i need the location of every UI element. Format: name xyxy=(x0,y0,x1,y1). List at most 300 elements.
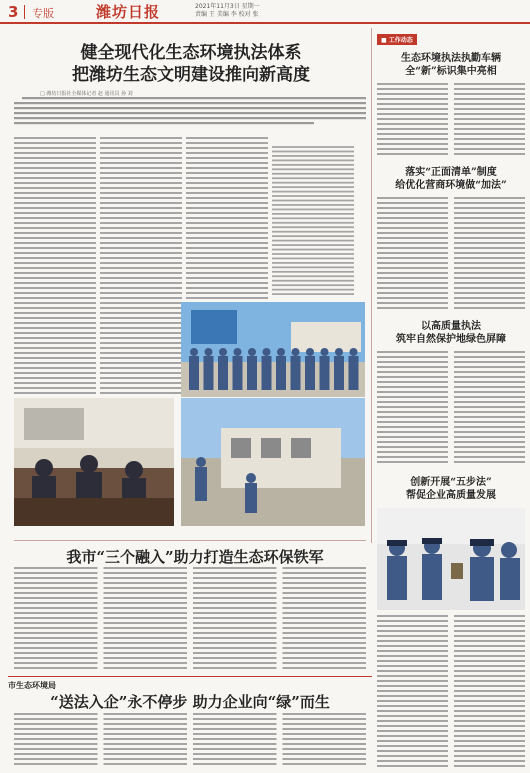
text-line xyxy=(14,372,96,374)
text-line xyxy=(14,632,98,634)
officer-body xyxy=(305,356,315,390)
text-line xyxy=(454,202,525,204)
text-line xyxy=(104,748,188,750)
text-line xyxy=(454,207,525,209)
text-line xyxy=(100,262,182,264)
officer-body xyxy=(247,356,257,390)
text-line xyxy=(454,93,525,95)
text-line xyxy=(186,182,268,184)
text-line xyxy=(283,632,367,634)
text-line xyxy=(193,597,277,599)
text-line xyxy=(100,187,182,189)
text-line xyxy=(14,753,98,755)
text-line xyxy=(283,713,367,715)
text-line xyxy=(283,602,367,604)
text-line xyxy=(454,361,525,363)
text-line xyxy=(14,277,96,279)
text-line xyxy=(283,728,367,730)
text-line xyxy=(454,745,525,747)
text-line xyxy=(14,347,96,349)
right-story-3-text xyxy=(377,350,525,466)
text-line xyxy=(14,652,98,654)
text-line xyxy=(100,137,182,139)
text-line xyxy=(454,615,525,617)
text-line xyxy=(454,118,525,120)
text-line xyxy=(100,232,182,234)
main-byline: □ 潍坊日报社全媒体记者 赵 通讯员 孙 刘 xyxy=(40,91,133,97)
text-line xyxy=(454,451,525,453)
text-line xyxy=(193,607,277,609)
text-line xyxy=(454,431,525,433)
text-line xyxy=(14,142,96,144)
text-line xyxy=(193,617,277,619)
text-line xyxy=(100,302,182,304)
text-line xyxy=(193,587,277,589)
text-line xyxy=(377,381,448,383)
bottom-rule xyxy=(8,676,372,677)
text-line xyxy=(272,266,354,268)
text-line xyxy=(377,441,448,443)
text-line xyxy=(454,645,525,647)
text-line xyxy=(283,567,367,569)
officer-head xyxy=(234,348,242,356)
text-line xyxy=(100,267,182,269)
right-headline-4 xyxy=(377,476,525,502)
text-line xyxy=(186,197,268,199)
text-line xyxy=(186,192,268,194)
text-line xyxy=(104,597,188,599)
text-line xyxy=(377,461,448,463)
text-line xyxy=(283,758,367,760)
text-line xyxy=(377,650,448,652)
text-column-3 xyxy=(186,136,268,306)
text-line xyxy=(100,292,182,294)
text-line xyxy=(14,567,98,569)
officer-body xyxy=(233,356,243,390)
text-line xyxy=(283,637,367,639)
text-line xyxy=(104,662,188,664)
text-line xyxy=(272,168,354,170)
text-line xyxy=(272,275,354,277)
text-line xyxy=(283,617,367,619)
text-line xyxy=(377,103,448,105)
text-line xyxy=(283,753,367,755)
text-line xyxy=(377,93,448,95)
text-line xyxy=(454,98,525,100)
text-line xyxy=(377,227,448,229)
text-line xyxy=(377,431,448,433)
text-line xyxy=(272,235,354,237)
text-line xyxy=(14,252,96,254)
text-line xyxy=(100,152,182,154)
text-line xyxy=(14,212,96,214)
text-line xyxy=(454,765,525,767)
text-line xyxy=(454,675,525,677)
officers-photo xyxy=(377,508,525,610)
text-line xyxy=(272,195,354,197)
text-line xyxy=(377,277,448,279)
text-line xyxy=(186,227,268,229)
officer-head xyxy=(263,348,271,356)
text-line xyxy=(377,436,448,438)
right-headline-3 xyxy=(377,320,525,346)
text-line xyxy=(14,322,96,324)
text-line xyxy=(454,108,525,110)
text-line xyxy=(272,182,354,184)
text-line xyxy=(100,277,182,279)
meeting-photo xyxy=(14,398,174,526)
text-line xyxy=(14,662,98,664)
text-line xyxy=(100,207,182,209)
bottom-kicker: 市生态环境局 xyxy=(8,681,56,690)
officer-body xyxy=(204,356,214,390)
text-line xyxy=(14,357,96,359)
text-line xyxy=(186,242,268,244)
text-line xyxy=(283,622,367,624)
text-line xyxy=(454,416,525,418)
right-headline-2 xyxy=(377,166,525,192)
text-line xyxy=(186,202,268,204)
text-line xyxy=(186,207,268,209)
text-line xyxy=(193,652,277,654)
text-line xyxy=(377,133,448,135)
page-number: 3 xyxy=(8,3,19,21)
text-line xyxy=(454,725,525,727)
text-line xyxy=(377,98,448,100)
text-line xyxy=(14,302,96,304)
text-line xyxy=(454,456,525,458)
text-line xyxy=(14,607,98,609)
text-line xyxy=(14,367,96,369)
text-line xyxy=(14,387,96,389)
text-line xyxy=(100,392,182,394)
right-headline-3-line1: 以高质量执法 xyxy=(421,321,481,332)
text-line xyxy=(283,597,367,599)
text-line xyxy=(377,456,448,458)
text-line xyxy=(454,262,525,264)
text-line xyxy=(104,763,188,765)
officer-head xyxy=(248,348,256,356)
text-line xyxy=(186,142,268,144)
column-divider xyxy=(371,28,372,543)
text-line xyxy=(100,197,182,199)
text-line xyxy=(100,147,182,149)
text-line xyxy=(104,622,188,624)
text-line xyxy=(377,118,448,120)
text-line xyxy=(272,173,354,175)
date-line: 2021年11月3日 星期一 xyxy=(195,3,260,10)
text-line xyxy=(100,192,182,194)
text-line xyxy=(272,226,354,228)
text-line xyxy=(104,652,188,654)
text-line xyxy=(193,622,277,624)
main-headline xyxy=(18,42,364,86)
text-line xyxy=(377,745,448,747)
text-line xyxy=(454,760,525,762)
text-line xyxy=(186,297,268,299)
text-line xyxy=(377,705,448,707)
text-line xyxy=(454,242,525,244)
text-line xyxy=(14,647,98,649)
text-line xyxy=(454,421,525,423)
text-line xyxy=(193,602,277,604)
text-line xyxy=(272,160,354,162)
text-line xyxy=(14,713,98,715)
text-line xyxy=(14,392,96,394)
text-line xyxy=(100,257,182,259)
text-line xyxy=(454,620,525,622)
officer-head xyxy=(306,348,314,356)
text-line xyxy=(377,635,448,637)
right-headline-4-line2: 帮促企业高质量发展 xyxy=(406,490,496,501)
text-line xyxy=(454,381,525,383)
text-line xyxy=(454,670,525,672)
text-line xyxy=(377,361,448,363)
text-line xyxy=(454,685,525,687)
text-line xyxy=(14,167,96,169)
text-line xyxy=(454,625,525,627)
text-line xyxy=(377,153,448,155)
text-line xyxy=(377,292,448,294)
text-line xyxy=(100,317,182,319)
text-line xyxy=(186,237,268,239)
text-line xyxy=(377,715,448,717)
text-line xyxy=(454,680,525,682)
text-line xyxy=(100,367,182,369)
text-line xyxy=(100,212,182,214)
text-line xyxy=(14,627,98,629)
text-line xyxy=(454,133,525,135)
text-line xyxy=(104,718,188,720)
text-line xyxy=(454,396,525,398)
text-line xyxy=(377,625,448,627)
text-line xyxy=(377,297,448,299)
text-line xyxy=(377,750,448,752)
text-line xyxy=(104,577,188,579)
text-line xyxy=(272,231,354,233)
text-line xyxy=(377,620,448,622)
text-line xyxy=(193,728,277,730)
text-line xyxy=(377,217,448,219)
lead-paragraph xyxy=(14,96,366,132)
text-line xyxy=(100,342,182,344)
text-line xyxy=(283,743,367,745)
text-line xyxy=(454,660,525,662)
text-line xyxy=(272,164,354,166)
text-line xyxy=(14,332,96,334)
text-column-4 xyxy=(272,136,354,306)
text-line xyxy=(454,143,525,145)
text-line xyxy=(377,252,448,254)
text-line xyxy=(14,377,96,379)
text-line xyxy=(454,446,525,448)
text-line xyxy=(104,657,188,659)
text-line xyxy=(377,351,448,353)
text-line xyxy=(377,123,448,125)
text-line xyxy=(193,632,277,634)
text-line xyxy=(14,337,96,339)
text-line xyxy=(14,362,96,364)
text-line xyxy=(454,103,525,105)
text-line xyxy=(377,386,448,388)
text-line xyxy=(104,753,188,755)
text-line xyxy=(454,436,525,438)
text-line xyxy=(454,113,525,115)
text-line xyxy=(454,88,525,90)
text-line xyxy=(14,577,98,579)
text-line xyxy=(454,356,525,358)
text-line xyxy=(104,632,188,634)
text-line xyxy=(377,660,448,662)
section-tag: ■ 工作动态 xyxy=(377,34,417,45)
text-line xyxy=(377,356,448,358)
text-line xyxy=(14,617,98,619)
text-line xyxy=(186,137,268,139)
text-line xyxy=(377,396,448,398)
text-line xyxy=(454,655,525,657)
text-line xyxy=(272,284,354,286)
text-line xyxy=(104,647,188,649)
text-line xyxy=(14,572,98,574)
right-headline-4-line1: 创新开展“五步法” xyxy=(410,477,492,488)
text-line xyxy=(377,680,448,682)
text-line xyxy=(272,155,354,157)
text-line xyxy=(454,710,525,712)
text-line xyxy=(14,602,98,604)
text-line xyxy=(377,391,448,393)
officer-head xyxy=(292,348,300,356)
text-line xyxy=(272,271,354,273)
text-line xyxy=(14,292,96,294)
text-line xyxy=(193,738,277,740)
text-line xyxy=(104,642,188,644)
text-line xyxy=(14,242,96,244)
masthead xyxy=(0,0,530,24)
text-line xyxy=(104,728,188,730)
text-line xyxy=(454,441,525,443)
text-line xyxy=(377,262,448,264)
text-line xyxy=(14,157,96,159)
text-line xyxy=(193,748,277,750)
text-line xyxy=(14,317,96,319)
text-line xyxy=(100,312,182,314)
text-line xyxy=(377,730,448,732)
text-line xyxy=(186,187,268,189)
text-line xyxy=(377,685,448,687)
text-line xyxy=(100,172,182,174)
text-line xyxy=(454,287,525,289)
text-line xyxy=(104,637,188,639)
text-line xyxy=(454,277,525,279)
text-column-2 xyxy=(100,136,182,398)
text-line xyxy=(14,217,96,219)
text-line xyxy=(14,197,96,199)
text-line xyxy=(377,710,448,712)
text-line xyxy=(104,612,188,614)
text-line xyxy=(454,740,525,742)
text-line xyxy=(14,723,98,725)
text-line xyxy=(186,252,268,254)
text-line xyxy=(454,426,525,428)
text-line xyxy=(454,720,525,722)
text-line xyxy=(14,657,98,659)
text-line xyxy=(272,213,354,215)
text-line xyxy=(283,647,367,649)
text-line xyxy=(186,222,268,224)
masthead-meta xyxy=(195,3,260,19)
text-line xyxy=(377,695,448,697)
text-line xyxy=(272,146,354,148)
text-line xyxy=(454,123,525,125)
text-line xyxy=(454,227,525,229)
text-line xyxy=(14,612,98,614)
text-line xyxy=(454,406,525,408)
text-line xyxy=(193,577,277,579)
main-headline-line1: 健全现代化生态环境执法体系 xyxy=(80,43,302,63)
text-line xyxy=(272,258,354,260)
text-line xyxy=(193,713,277,715)
text-line xyxy=(14,312,96,314)
right-headline-2-line1: 落实“正面清单”制度 xyxy=(405,167,497,178)
text-line xyxy=(100,157,182,159)
text-line xyxy=(454,307,525,309)
text-line xyxy=(193,647,277,649)
text-line xyxy=(454,755,525,757)
text-line xyxy=(377,207,448,209)
text-line xyxy=(454,650,525,652)
text-line xyxy=(283,612,367,614)
officer-body xyxy=(276,356,286,390)
text-line xyxy=(283,627,367,629)
text-line xyxy=(283,763,367,765)
text-line xyxy=(14,172,96,174)
text-line xyxy=(186,232,268,234)
text-line xyxy=(100,322,182,324)
text-line xyxy=(377,272,448,274)
text-line xyxy=(104,567,188,569)
text-line xyxy=(272,209,354,211)
text-line xyxy=(377,665,448,667)
right-story-2-text xyxy=(377,196,525,314)
text-line xyxy=(272,253,354,255)
text-line xyxy=(193,662,277,664)
text-line xyxy=(454,212,525,214)
section-name: 专版 xyxy=(32,7,54,20)
text-line xyxy=(100,352,182,354)
mid-headline: 我市“三个融入”助力打造生态环保铁军 xyxy=(66,548,324,566)
right-headline-1-line2: 全“新”标识集中亮相 xyxy=(405,66,497,77)
text-line xyxy=(100,162,182,164)
text-line xyxy=(454,267,525,269)
text-line xyxy=(377,675,448,677)
text-line xyxy=(186,272,268,274)
text-line xyxy=(186,287,268,289)
text-line xyxy=(454,138,525,140)
text-line xyxy=(377,670,448,672)
text-line xyxy=(100,202,182,204)
text-line xyxy=(186,212,268,214)
text-line xyxy=(272,262,354,264)
text-line xyxy=(454,302,525,304)
text-line xyxy=(377,113,448,115)
text-line xyxy=(377,655,448,657)
text-line xyxy=(283,733,367,735)
text-line xyxy=(377,740,448,742)
text-line xyxy=(14,202,96,204)
text-line xyxy=(193,567,277,569)
text-line xyxy=(104,592,188,594)
text-line xyxy=(14,262,96,264)
